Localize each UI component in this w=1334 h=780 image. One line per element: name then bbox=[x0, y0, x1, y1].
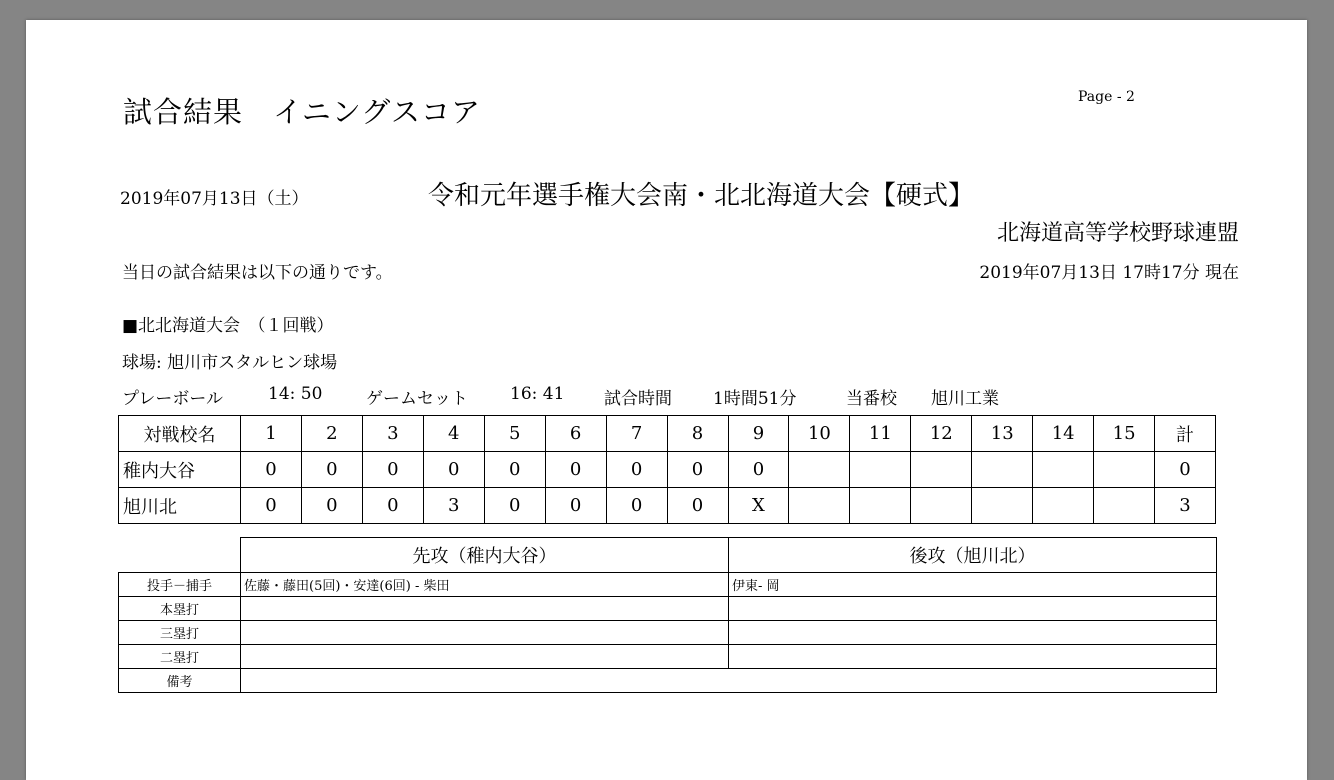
double-first bbox=[241, 645, 729, 669]
team-name: 稚内大谷 bbox=[119, 452, 241, 488]
inning-score bbox=[1094, 488, 1155, 524]
intro-text: 当日の試合結果は以下の通りです。 bbox=[122, 263, 393, 283]
inning-score: 0 bbox=[241, 488, 302, 524]
team-header: 対戦校名 bbox=[119, 416, 241, 452]
inning-header: 6 bbox=[545, 416, 606, 452]
inning-score: 0 bbox=[606, 452, 667, 488]
inning-score: 0 bbox=[301, 452, 362, 488]
federation-name: 北海道高等学校野球連盟 bbox=[996, 221, 1239, 246]
inning-score: 3 bbox=[423, 488, 484, 524]
tournament-name: 令和元年選手権大会南・北北海道大会【硬式】 bbox=[428, 181, 975, 211]
inning-score: 0 bbox=[667, 488, 728, 524]
triple-second bbox=[729, 621, 1217, 645]
first-batting-header: 先攻（稚内大谷） bbox=[241, 538, 729, 573]
battery-first: 佐藤・藤田(5回)・安達(6回) - 柴田 bbox=[241, 573, 729, 597]
inning-score: 0 bbox=[545, 488, 606, 524]
home-run-first bbox=[241, 597, 729, 621]
inning-score: X bbox=[728, 488, 789, 524]
duration-value: 1時間51分 bbox=[713, 389, 797, 409]
section-heading: ■北北海道大会 （１回戦） bbox=[122, 316, 334, 336]
inning-score bbox=[850, 488, 911, 524]
inning-score bbox=[789, 452, 850, 488]
inning-header: 15 bbox=[1094, 416, 1155, 452]
inning-score bbox=[850, 452, 911, 488]
inning-score: 0 bbox=[606, 488, 667, 524]
double-second bbox=[729, 645, 1217, 669]
inning-score bbox=[911, 452, 972, 488]
stadium-info: 球場: 旭川市スタルヒン球場 bbox=[122, 353, 338, 373]
team-score-row bbox=[119, 488, 1216, 524]
home-run-label: 本塁打 bbox=[119, 597, 241, 621]
inning-score: 0 bbox=[362, 488, 423, 524]
inning-header: 13 bbox=[972, 416, 1033, 452]
page-number: Page - 2 bbox=[1078, 89, 1135, 105]
scoreboard-header-row bbox=[119, 416, 1216, 452]
second-batting-header: 後攻（旭川北） bbox=[729, 538, 1217, 573]
duty-school-label: 当番校 bbox=[846, 389, 897, 409]
inning-header: 2 bbox=[301, 416, 362, 452]
inning-header: 9 bbox=[728, 416, 789, 452]
inning-header: 8 bbox=[667, 416, 728, 452]
game-set-time: 16: 41 bbox=[510, 384, 565, 404]
inning-score bbox=[911, 488, 972, 524]
inning-score: 0 bbox=[484, 452, 545, 488]
battery-label: 投手－捕手 bbox=[119, 573, 241, 597]
inning-header: 11 bbox=[850, 416, 911, 452]
inning-score bbox=[1033, 452, 1094, 488]
battery-second: 伊東- 岡 bbox=[729, 573, 1217, 597]
document-page bbox=[26, 20, 1307, 780]
inning-score: 0 bbox=[545, 452, 606, 488]
notes-value bbox=[241, 669, 1217, 693]
inning-score: 0 bbox=[423, 452, 484, 488]
inning-header: 12 bbox=[911, 416, 972, 452]
inning-score bbox=[789, 488, 850, 524]
total-score: 3 bbox=[1155, 488, 1216, 524]
inning-score: 0 bbox=[728, 452, 789, 488]
inning-header: 5 bbox=[484, 416, 545, 452]
inning-header: 4 bbox=[423, 416, 484, 452]
triple-label: 三塁打 bbox=[119, 621, 241, 645]
inning-header: 1 bbox=[241, 416, 302, 452]
inning-score: 0 bbox=[301, 488, 362, 524]
team-score-row bbox=[119, 452, 1216, 488]
inning-score: 0 bbox=[241, 452, 302, 488]
duty-school-value: 旭川工業 bbox=[931, 389, 999, 409]
inning-score bbox=[1094, 452, 1155, 488]
game-timeline bbox=[122, 384, 999, 409]
inning-header: 3 bbox=[362, 416, 423, 452]
game-details-table bbox=[118, 537, 1217, 693]
notes-label: 備考 bbox=[119, 669, 241, 693]
inning-score: 0 bbox=[667, 452, 728, 488]
total-score: 0 bbox=[1155, 452, 1216, 488]
triple-first bbox=[241, 621, 729, 645]
home-run-second bbox=[729, 597, 1217, 621]
details-corner bbox=[119, 538, 241, 573]
inning-score: 0 bbox=[484, 488, 545, 524]
game-set-label: ゲームセット bbox=[366, 389, 468, 409]
play-ball-time: 14: 50 bbox=[268, 384, 323, 404]
as-of-timestamp: 2019年07月13日 17時17分 現在 bbox=[979, 263, 1239, 283]
inning-score bbox=[1033, 488, 1094, 524]
team-name: 旭川北 bbox=[119, 488, 241, 524]
inning-header: 10 bbox=[789, 416, 850, 452]
play-ball-label: プレーボール bbox=[122, 389, 223, 409]
duration-label: 試合時間 bbox=[604, 389, 672, 409]
inning-scoreboard bbox=[118, 415, 1216, 524]
inning-score bbox=[972, 452, 1033, 488]
double-label: 二塁打 bbox=[119, 645, 241, 669]
inning-header: 14 bbox=[1033, 416, 1094, 452]
inning-header: 7 bbox=[606, 416, 667, 452]
inning-score bbox=[972, 488, 1033, 524]
game-date: 2019年07月13日（土） bbox=[120, 189, 309, 209]
page-title: 試合結果 イニングスコア bbox=[123, 95, 481, 129]
inning-score: 0 bbox=[362, 452, 423, 488]
total-header: 計 bbox=[1155, 416, 1216, 452]
